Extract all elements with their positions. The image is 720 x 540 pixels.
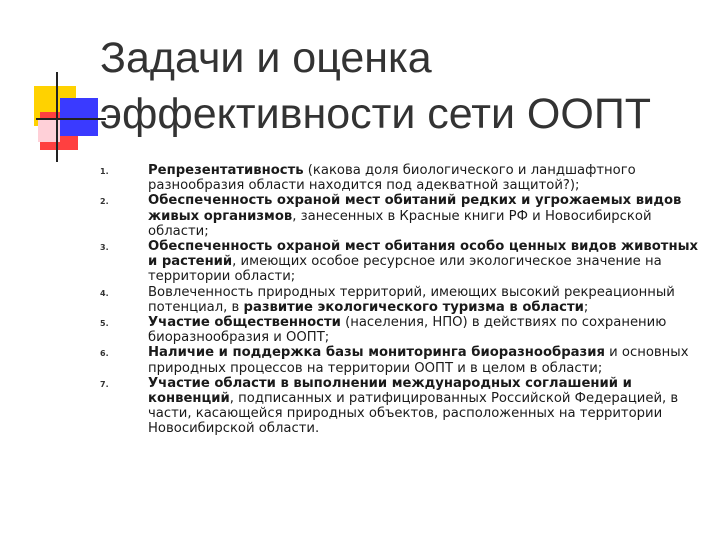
list-item: [100, 193, 700, 239]
list-item-regular-text: , подписанных и ратифицированных Российской Федерацией, в части, касающейся природных объектов, расположенных на территории Новосибирской области.: [148, 391, 679, 437]
list-item: [100, 239, 700, 285]
list-item-text: [148, 163, 700, 193]
list-item-bold-text: Участие общественности: [148, 315, 341, 331]
decor-horizontal-line: [36, 118, 106, 120]
list-item: [100, 376, 700, 437]
list-item-regular-text: (населения, НПО) в действиях по сохранению биоразнообразия и ООПТ;: [148, 315, 667, 346]
list-item: [100, 315, 700, 345]
slide-title: [100, 30, 651, 142]
list-item-regular-text: (какова доля биологического и ландшафтного разнообразия области находится под адекватной защитой?);: [148, 163, 636, 194]
list-item-number: 6.: [100, 349, 109, 359]
decor-blue-square: [60, 98, 98, 136]
list-item-number: 2.: [100, 197, 109, 207]
list-item: [100, 163, 700, 193]
list-item-bold-text: Наличие и поддержка базы мониторинга биоразнообразия: [148, 345, 605, 361]
list-item-number: 3.: [100, 243, 109, 253]
list-item-text: [148, 315, 700, 345]
list-item-text: [148, 239, 700, 285]
title-line-1: Задачи и оценка: [100, 34, 432, 82]
decor-vertical-line: [56, 72, 58, 162]
list-item-regular-text: , имеющих особое ресурсное или экологическое значение на территории области;: [148, 254, 662, 285]
tasks-list: [100, 163, 700, 437]
list-item-text: [148, 376, 700, 437]
title-line-2: эффективности сети ООПТ: [100, 90, 652, 138]
list-item-text: [148, 345, 700, 375]
list-item-number: 4.: [100, 288, 109, 298]
list-item: [100, 285, 700, 315]
list-item-number: 5.: [100, 319, 109, 329]
list-item-bold-text: Обеспеченность охраной мест обитания особо ценных видов животных и растений: [148, 239, 698, 270]
list-item-bold-text: Участие области в выполнении международных соглашений и конвенций: [148, 375, 632, 407]
list-item-bold-text: Репрезентативность: [148, 163, 304, 178]
list-item-bold-text: развитие экологического туризма в области: [243, 299, 584, 315]
list-item-regular-text: ;: [583, 299, 589, 315]
list-item-regular-text: Вовлеченность природных территорий, имеющих высокий рекреационный потенциал, в: [148, 284, 675, 315]
list-item-number: 1.: [100, 167, 109, 176]
list-item: [100, 345, 700, 375]
list-item-text: [148, 285, 700, 315]
list-item-bold-text: Обеспеченность охраной мест обитаний редких и угрожаемых видов живых организмов: [148, 193, 682, 224]
list-item-number: 7.: [100, 379, 109, 389]
list-item-regular-text: , занесенных в Красные книги РФ и Новосибирской области;: [148, 208, 652, 239]
list-item-text: [148, 193, 700, 239]
list-item-regular-text: и основных природных процессов на территории ООПТ и в целом в области;: [148, 345, 689, 376]
